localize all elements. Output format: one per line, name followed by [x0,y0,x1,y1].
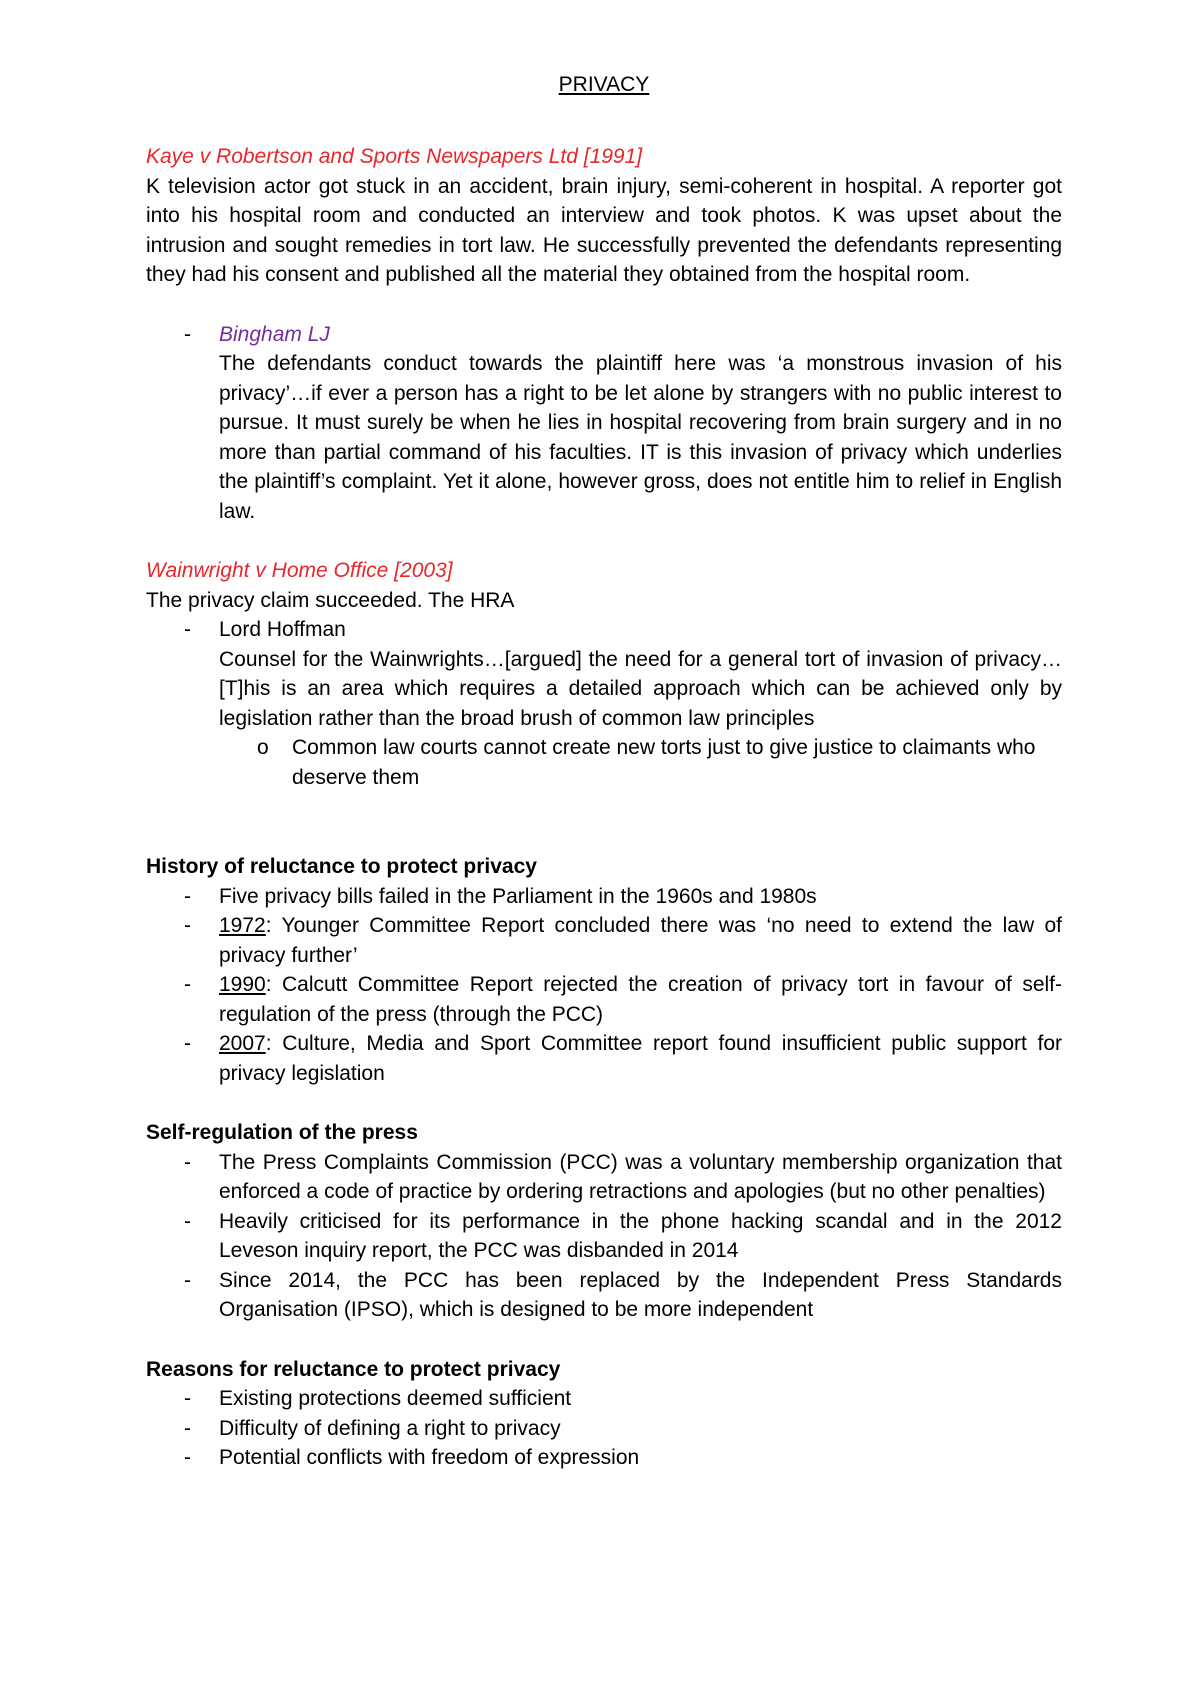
history-text: : Culture, Media and Sport Committee report found insufficient public support for privacy legislation [219,1032,1062,1085]
list-item: o Common law courts cannot create new torts just to give justice to claimants who deserve them [219,733,1062,792]
history-text: : Younger Committee Report concluded there was ‘no need to extend the law of privacy further’ [219,914,1062,967]
history-text: : Calcutt Committee Report rejected the creation of privacy tort in favour of self-regulation of the press (through the PCC) [219,973,1062,1026]
case-heading-wainwright: Wainwright v Home Office [2003] [146,559,453,582]
list-item: - Potential conflicts with freedom of expression [146,1443,1062,1473]
selfreg-list [146,1148,1062,1325]
list-item [146,882,1062,912]
judge-name-hoffman: - Lord Hoffman [219,618,346,641]
list-item [146,615,1062,792]
section-heading-selfreg: Self-regulation of the press [146,1121,418,1144]
page-title: PRIVACY [558,73,650,96]
section-heading-reasons: Reasons for reluctance to protect privacy [146,1357,561,1381]
judge-quote-hoffman: Counsel for the Wainwrights…[argued] the need for a general tort of invasion of privacy… [T]his is an area which requires a detailed approach which can be achieved only by legislation rather than the broad brush of common law principles [219,647,1062,730]
case-heading-kaye: Kaye v Robertson and Sports Newspapers Ltd [1991] [146,145,643,168]
list-item [146,1029,1062,1088]
list-item [146,911,1062,970]
section-heading-history: History of reluctance to protect privacy [146,855,537,878]
history-year: 1972 [219,914,266,937]
hoffman-subpoint-list [219,733,1062,792]
document-page [146,70,1062,1473]
judge-quote-bingham: The defendants conduct towards the plaintiff here was ‘a monstrous invasion of his privacy’…if ever a person has a right to be let alone by strangers with no public interest to pursue. It must surely be when he lies in hospital recovering from brain surgery and in no more than partial command of his faculties. IT is this invasion of privacy which underlies the plaintiff’s complaint. Yet it alone, however gross, does not entitle him to relief in English law. [219,352,1062,523]
list-item: - The Press Complaints Commission (PCC) was a voluntary membership organization that enforced a code of practice by ordering retractions and apologies (but no other penalties) [146,1148,1062,1207]
judge-name-bingham: - Bingham LJ [219,322,330,346]
wainwright-judge-list [146,615,1062,792]
history-list [146,882,1062,1089]
kaye-judge-list [146,320,1062,527]
case-body-kaye: K television actor got stuck in an accident, brain injury, semi-coherent in hospital. A reporter got into his hospital room and conducted an interview and took photos. K was upset about the intrusion and sought remedies in tort law. He successfully prevented the defendants representing they had his consent and published all the material they obtained from the hospital room. [146,174,1062,286]
case-body-wainwright: The privacy claim succeeded. The HRA [146,588,515,612]
history-text: Five privacy bills failed in the Parliament in the 1960s and 1980s [219,884,817,908]
list-item [146,320,1062,527]
list-item [146,970,1062,1029]
list-item: - Heavily criticised for its performance in the phone hacking scandal and in the 2012 Leveson inquiry report, the PCC was disbanded in 2014 [146,1207,1062,1266]
history-year: 1990 [219,973,266,996]
list-item: - Since 2014, the PCC has been replaced by the Independent Press Standards Organisation (IPSO), which is designed to be more independent [146,1266,1062,1325]
list-item: - Difficulty of defining a right to privacy [146,1414,1062,1444]
reasons-list [146,1384,1062,1473]
list-item: - Existing protections deemed sufficient [146,1384,1062,1414]
history-year: 2007 [219,1032,266,1055]
